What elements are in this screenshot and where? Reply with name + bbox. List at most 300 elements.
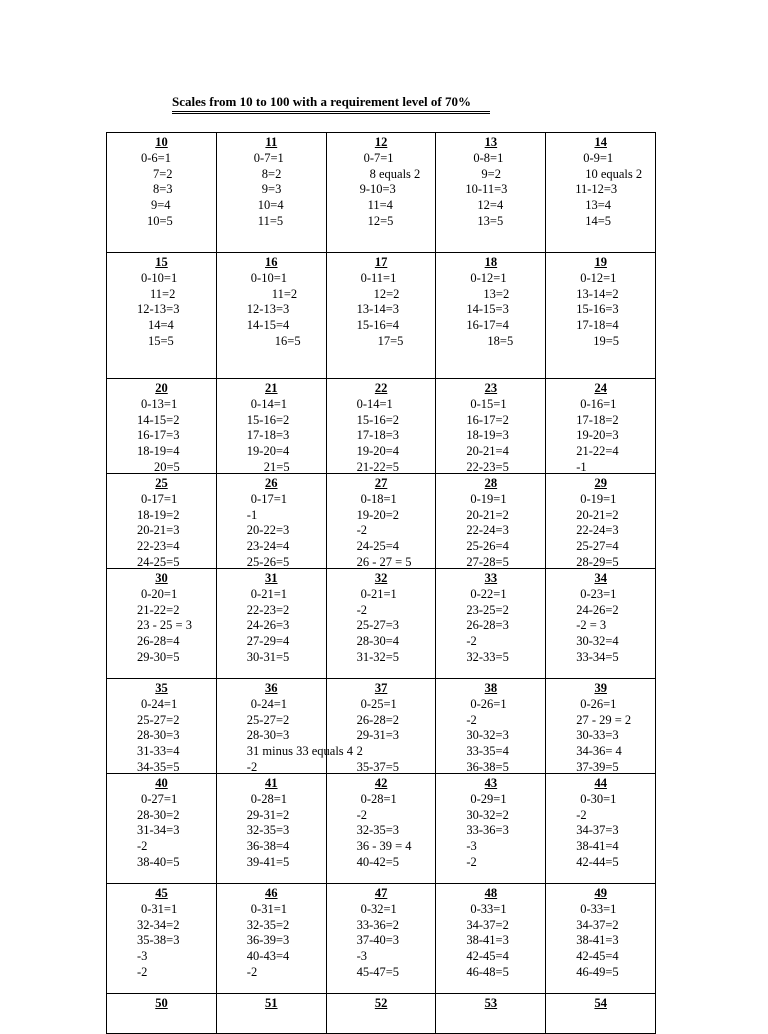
- scale-line: -2: [466, 854, 477, 869]
- scale-cell: [217, 884, 327, 993]
- scale-heading: 10: [155, 135, 168, 149]
- scale-line: 28-30=3: [246, 728, 290, 743]
- scale-line: -2: [576, 807, 587, 822]
- scale-line: 0-23=1: [580, 586, 617, 601]
- scale-line: 22-23=4: [137, 539, 180, 554]
- scale-line: 25-27=3: [356, 618, 400, 633]
- scale-heading: 25: [155, 476, 168, 490]
- scale-line: 30-32=2: [466, 807, 509, 822]
- scale-line: 46-49=5: [576, 964, 619, 979]
- scale-line: 0-14=1: [250, 396, 288, 411]
- scale-line: 0-28=1: [360, 791, 397, 806]
- scale-line: 0-17=1: [141, 491, 178, 506]
- scale-line: 0-12=1: [470, 270, 507, 285]
- scale-line: 17-18=4: [576, 318, 619, 333]
- scale-line: 24-26=3: [246, 618, 290, 633]
- scale-cell: [436, 679, 546, 773]
- scale-line: 28-29=5: [576, 554, 619, 569]
- scale-line: 0-7=1: [253, 150, 284, 165]
- scale-line: 11=2: [271, 286, 298, 301]
- scale-cell: [107, 679, 217, 773]
- scale-line: 29-30=5: [137, 649, 180, 664]
- scale-line: 9=3: [261, 182, 282, 197]
- scale-line: 26-28=4: [137, 634, 180, 649]
- scale-line: 19-20=4: [356, 444, 400, 459]
- scale-cell: [327, 253, 437, 378]
- scale-line: 33-35=4: [466, 744, 509, 759]
- scale-line: 34-36= 4: [576, 744, 622, 759]
- scale-cell: [546, 569, 656, 678]
- scale-line: 10 equals 2: [585, 166, 643, 181]
- scale-line: -2: [356, 523, 368, 538]
- table-row: [107, 379, 656, 474]
- scale-line: 0-19=1: [580, 491, 617, 506]
- page-title: Scales from 10 to 100 with a requirement level of 70%: [172, 94, 490, 112]
- scale-cell: [107, 569, 217, 678]
- scale-line: 15-16=4: [356, 318, 400, 333]
- scale-line: 17-18=2: [576, 412, 619, 427]
- scale-line: 37-39=5: [576, 759, 619, 774]
- scale-line: 0-8=1: [473, 150, 504, 165]
- scale-line: 13-14=2: [576, 286, 619, 301]
- scale-line: 0-19=1: [470, 491, 507, 506]
- scale-line: -2: [356, 602, 368, 617]
- scale-line: 35-38=3: [137, 933, 180, 948]
- scale-line: 31-32=5: [356, 649, 400, 664]
- scale-line: 17-18=3: [356, 428, 400, 443]
- scale-line: 26 - 27 = 5: [356, 554, 412, 569]
- scale-line: 7=2: [153, 166, 173, 181]
- scale-line: 33-34=5: [576, 649, 619, 664]
- scale-line: 21=5: [263, 459, 290, 474]
- scale-line: 36 - 39 = 4: [356, 839, 412, 854]
- scale-line: 0-31=1: [250, 901, 288, 916]
- scale-line: 12=5: [367, 213, 394, 228]
- scale-line: 20=5: [154, 459, 180, 474]
- scale-line: 32-35=3: [356, 823, 400, 838]
- scale-line: 0-12=1: [580, 270, 617, 285]
- scale-line: 29-31=2: [246, 807, 290, 822]
- scale-line: 8=2: [261, 166, 282, 181]
- scale-line: 0-9=1: [583, 150, 614, 165]
- scale-cell: [217, 379, 327, 473]
- scale-cell: [546, 884, 656, 993]
- table-row: [107, 884, 656, 994]
- scale-line: 2: [356, 744, 363, 759]
- scale-line: -2: [246, 759, 258, 774]
- scale-line: 16=5: [274, 333, 301, 348]
- scale-line: 19-20=3: [576, 428, 619, 443]
- scale-line: 0-11=1: [360, 270, 397, 285]
- scale-cell: [546, 253, 656, 378]
- scale-cell: [107, 884, 217, 993]
- scale-line: 27-29=4: [246, 634, 290, 649]
- scale-heading: 44: [594, 776, 607, 790]
- scale-line: -2: [466, 634, 477, 649]
- scale-line: 0-29=1: [470, 791, 507, 806]
- scale-line: 8=3: [153, 182, 173, 197]
- scale-line: 33-36=3: [466, 823, 509, 838]
- scale-heading: 27: [374, 476, 388, 490]
- scale-cell: [327, 379, 437, 473]
- scale-cell: [546, 774, 656, 883]
- scale-line: 0-31=1: [141, 901, 178, 916]
- scale-line: 13=2: [483, 286, 510, 301]
- scale-heading: 30: [155, 571, 168, 585]
- scale-line: 36-38=4: [246, 839, 290, 854]
- scale-line: 18-19=3: [466, 428, 509, 443]
- scale-cell: [217, 474, 327, 568]
- scale-heading: 26: [265, 476, 278, 490]
- scale-line: 14=5: [585, 213, 611, 228]
- scale-line: 18-19=4: [137, 444, 180, 459]
- scale-line: 19=5: [593, 333, 619, 348]
- scale-line: 0-21=1: [360, 586, 397, 601]
- scale-line: 46-48=5: [466, 964, 509, 979]
- scale-line: 12-13=3: [137, 302, 180, 317]
- scale-heading: 34: [594, 571, 607, 585]
- scale-heading: 43: [484, 776, 498, 790]
- scale-cell: [546, 133, 656, 252]
- scale-line: 24-26=2: [576, 602, 619, 617]
- scale-line: 25-26=4: [466, 539, 509, 554]
- scale-line: 30-32=3: [466, 728, 509, 743]
- scale-heading: 45: [155, 886, 168, 900]
- scale-line: 26-28=3: [466, 618, 509, 633]
- scale-heading: 23: [484, 381, 498, 395]
- scale-line: 22-24=3: [466, 523, 509, 538]
- scale-line: 37-40=3: [356, 933, 400, 948]
- scale-line: 42-45=4: [576, 949, 619, 964]
- scale-line: 36-38=5: [466, 759, 509, 774]
- scale-line: 14-15=2: [137, 412, 180, 427]
- scale-line: 17=5: [377, 333, 404, 348]
- scale-heading: 38: [484, 681, 498, 695]
- scale-cell: [327, 569, 437, 678]
- scale-cell: [327, 133, 437, 252]
- scale-line: 8 equals 2: [369, 166, 421, 181]
- scale-line: -1: [576, 459, 587, 474]
- scale-line: 0-33=1: [580, 901, 617, 916]
- scale-heading: 21: [265, 381, 278, 395]
- scale-cell: [217, 679, 354, 774]
- scale-line: 15=5: [148, 333, 174, 348]
- scale-heading: 15: [155, 255, 168, 269]
- scale-line: 38-40=5: [137, 854, 180, 869]
- scale-heading: 31: [265, 571, 278, 585]
- scale-cell: [436, 379, 546, 473]
- scale-line: 27-28=5: [466, 554, 509, 569]
- scale-line: 0-26=1: [580, 696, 617, 711]
- scale-line: 0-24=1: [250, 696, 288, 711]
- scale-heading: 39: [594, 681, 607, 695]
- scale-line: 32-35=3: [246, 823, 290, 838]
- scale-cell: [327, 884, 437, 993]
- table-row: [107, 569, 656, 679]
- scale-line: 12-13=3: [246, 302, 290, 317]
- scale-heading: 50: [155, 996, 168, 1010]
- scale-heading: 40: [155, 776, 168, 790]
- scale-heading: 11: [265, 135, 278, 149]
- scale-line: 0-6=1: [141, 150, 171, 165]
- scale-line: 24-25=5: [137, 554, 180, 569]
- scale-line: 28-30=4: [356, 634, 400, 649]
- scale-line: 45-47=5: [356, 964, 400, 979]
- scale-line: 36-39=3: [246, 933, 290, 948]
- scale-line: 40-43=4: [246, 949, 290, 964]
- scale-cell: [327, 474, 437, 568]
- scale-line: 0-14=1: [356, 396, 393, 411]
- table-row: [107, 774, 656, 884]
- scale-cell: [546, 994, 656, 1033]
- scale-line: 40-42=5: [356, 854, 400, 869]
- scale-cell: [546, 679, 656, 773]
- scale-line: 0-15=1: [470, 396, 507, 411]
- scale-heading: 41: [265, 776, 278, 790]
- scale-line: -3: [466, 839, 477, 854]
- scale-heading: 51: [265, 996, 278, 1010]
- scale-cell: [436, 133, 546, 252]
- table-row: [107, 133, 656, 253]
- scale-line: 21-22=2: [137, 602, 180, 617]
- scale-cell: [217, 569, 327, 678]
- scale-line: 14=4: [148, 318, 174, 333]
- scale-line: 22-23=5: [466, 459, 509, 474]
- scale-line: 11=2: [150, 286, 176, 301]
- scale-line: -3: [356, 949, 368, 964]
- scale-line: 0-7=1: [363, 150, 394, 165]
- scale-heading: 16: [265, 255, 278, 269]
- scale-line: 19-20=2: [356, 507, 400, 522]
- scale-cell: [327, 994, 437, 1033]
- scale-heading: 37: [374, 681, 388, 695]
- scale-line: 0-21=1: [250, 586, 288, 601]
- scale-heading: 22: [374, 381, 388, 395]
- scale-line: 22-23=2: [246, 602, 290, 617]
- scale-heading: 48: [484, 886, 498, 900]
- scale-heading: 42: [374, 776, 388, 790]
- scale-line: 31-33=4: [137, 744, 180, 759]
- scale-heading: 13: [484, 135, 498, 149]
- scale-heading: 49: [594, 886, 607, 900]
- scale-line: 29-31=3: [356, 728, 400, 743]
- scale-line: 12=2: [373, 286, 400, 301]
- scale-cell: [436, 774, 546, 883]
- scale-line: 16-17=4: [466, 318, 509, 333]
- scale-heading: 12: [374, 135, 388, 149]
- scale-line: 38-41=4: [576, 839, 619, 854]
- scale-heading: 47: [374, 886, 388, 900]
- scale-cell: [327, 774, 437, 883]
- scale-cell: [107, 474, 217, 568]
- scale-line: 42-45=4: [466, 949, 509, 964]
- scale-line: 15-16=2: [356, 412, 400, 427]
- scale-cell: [107, 379, 217, 473]
- scale-line: 0-18=1: [360, 491, 397, 506]
- scale-cell: [546, 474, 656, 568]
- table-row: [107, 253, 656, 379]
- scale-line: 0-30=1: [580, 791, 617, 806]
- scale-line: 20-21=4: [466, 444, 509, 459]
- scale-line: 10-11=3: [465, 182, 508, 197]
- scale-line: 21-22=5: [356, 459, 400, 474]
- scale-heading: 20: [155, 381, 168, 395]
- scale-cell: [107, 994, 217, 1033]
- scale-cell: [436, 253, 546, 378]
- scale-heading: 32: [374, 571, 388, 585]
- scale-heading: 54: [594, 996, 607, 1010]
- scale-line: 14-15=4: [246, 318, 290, 333]
- scale-line: 32-34=2: [137, 917, 180, 932]
- scale-line: 25-27=2: [246, 712, 290, 727]
- table-row: [107, 994, 656, 1034]
- scale-line: -2: [356, 807, 368, 822]
- scale-cell: [217, 994, 327, 1033]
- table-row: [107, 679, 656, 774]
- scale-line: 15-16=3: [576, 302, 619, 317]
- scale-line: 16-17=3: [137, 428, 180, 443]
- scale-line: 21-22=4: [576, 444, 619, 459]
- scale-heading: 19: [594, 255, 607, 269]
- scale-line: 9=2: [481, 166, 501, 181]
- scale-line: 0-17=1: [250, 491, 288, 506]
- scale-line: 34-37=2: [466, 917, 509, 932]
- scale-line: 25-26=5: [246, 554, 290, 569]
- scale-cell: [107, 253, 217, 378]
- scale-line: 26-28=2: [356, 712, 400, 727]
- scale-line: 0-25=1: [360, 696, 397, 711]
- scale-line: 24-25=4: [356, 539, 400, 554]
- scale-line: 12=4: [477, 198, 504, 213]
- scale-line: 38-41=3: [466, 933, 509, 948]
- scale-line: 11=5: [257, 213, 284, 228]
- scale-line: 0-33=1: [470, 901, 507, 916]
- scale-cell: [107, 774, 217, 883]
- scale-line: 19-20=4: [246, 444, 290, 459]
- scale-line: 28-30=2: [137, 807, 180, 822]
- scale-cell: [217, 774, 327, 883]
- scales-table: [106, 132, 656, 1034]
- scale-line: 30-31=5: [246, 649, 290, 664]
- scale-line: 34-37=2: [576, 917, 619, 932]
- scale-line: -2 = 3: [576, 618, 607, 633]
- scale-line: 11=4: [367, 198, 393, 213]
- table-row: [107, 474, 656, 569]
- scale-line: 32-35=2: [246, 917, 290, 932]
- scale-line: -2: [137, 839, 148, 854]
- scale-line: 18-19=2: [137, 507, 180, 522]
- scale-line: 31 minus 33 equals 4: [246, 744, 354, 759]
- scale-line: 9=4: [151, 198, 171, 213]
- scale-line: 28-30=3: [137, 728, 180, 743]
- scale-line: -2: [137, 964, 148, 979]
- scale-cell: [546, 379, 656, 473]
- scale-line: 33-36=2: [356, 917, 400, 932]
- scale-heading: 28: [484, 476, 498, 490]
- scale-line: 0-24=1: [141, 696, 178, 711]
- scale-heading: 33: [484, 571, 498, 585]
- scale-line: 13=5: [477, 213, 504, 228]
- scale-line: 31-34=3: [137, 823, 180, 838]
- scale-heading: 52: [374, 996, 388, 1010]
- scale-heading: 17: [374, 255, 388, 269]
- scale-line: 0-20=1: [141, 586, 178, 601]
- scale-line: 0-16=1: [580, 396, 617, 411]
- scale-line: 23-25=2: [466, 602, 509, 617]
- scale-line: 0-13=1: [141, 396, 178, 411]
- scale-line: 20-21=3: [137, 523, 180, 538]
- scale-line: 0-10=1: [250, 270, 288, 285]
- scale-line: 0-10=1: [141, 270, 178, 285]
- scale-line: 32-33=5: [466, 649, 509, 664]
- scale-line: 0-27=1: [141, 791, 178, 806]
- scale-line: 25-27=4: [576, 539, 619, 554]
- scale-line: 0-28=1: [250, 791, 288, 806]
- scale-line: 0-22=1: [470, 586, 507, 601]
- scale-cell: [436, 569, 546, 678]
- scale-heading: 53: [484, 996, 498, 1010]
- scale-heading: 14: [594, 135, 607, 149]
- scale-line: 42-44=5: [576, 854, 619, 869]
- scale-heading: 18: [484, 255, 498, 269]
- scale-heading: 36: [265, 681, 278, 695]
- scale-cell: [217, 133, 327, 252]
- scale-line: 14-15=3: [466, 302, 509, 317]
- scale-line: -1: [246, 507, 258, 522]
- scale-line: 10=4: [257, 198, 284, 213]
- scale-line: 13-14=3: [356, 302, 400, 317]
- scale-heading: 35: [155, 681, 168, 695]
- scale-line: 9-10=3: [359, 182, 396, 197]
- scale-line: 30-33=3: [576, 728, 619, 743]
- scale-line: 35-37=5: [356, 759, 400, 774]
- scale-cell: [436, 994, 546, 1033]
- scale-line: -3: [137, 949, 148, 964]
- scale-line: 10=5: [147, 213, 173, 228]
- scale-line: 34-37=3: [576, 823, 619, 838]
- scale-line: 25-27=2: [137, 712, 180, 727]
- scale-heading: 46: [265, 886, 278, 900]
- scale-cell: [107, 133, 217, 252]
- scale-line: 38-41=3: [576, 933, 619, 948]
- scale-cell: [217, 253, 327, 378]
- scale-line: 11-12=3: [575, 182, 618, 197]
- scale-line: 0-26=1: [470, 696, 507, 711]
- scale-line: 23 - 25 = 3: [137, 618, 192, 633]
- scale-line: 27 - 29 = 2: [576, 712, 632, 727]
- scale-line: 22-24=3: [576, 523, 619, 538]
- scale-line: -2: [466, 712, 477, 727]
- scale-cell: [327, 679, 437, 773]
- scale-line: 34-35=5: [137, 759, 180, 774]
- scale-line: 39-41=5: [246, 854, 290, 869]
- scale-heading: 29: [594, 476, 607, 490]
- scale-line: 20-22=3: [246, 523, 290, 538]
- scale-cell: [436, 474, 546, 568]
- scale-heading: 24: [594, 381, 607, 395]
- scale-line: 16-17=2: [466, 412, 509, 427]
- scale-line: 15-16=2: [246, 412, 290, 427]
- scale-cell: [436, 884, 546, 993]
- scale-line: 0-32=1: [360, 901, 397, 916]
- scale-line: -2: [246, 964, 258, 979]
- scale-line: 18=5: [487, 333, 514, 348]
- scale-line: 30-32=4: [576, 634, 619, 649]
- scale-line: 20-21=2: [466, 507, 509, 522]
- scale-line: 13=4: [585, 198, 611, 213]
- scale-line: 17-18=3: [246, 428, 290, 443]
- scale-line: 20-21=2: [576, 507, 619, 522]
